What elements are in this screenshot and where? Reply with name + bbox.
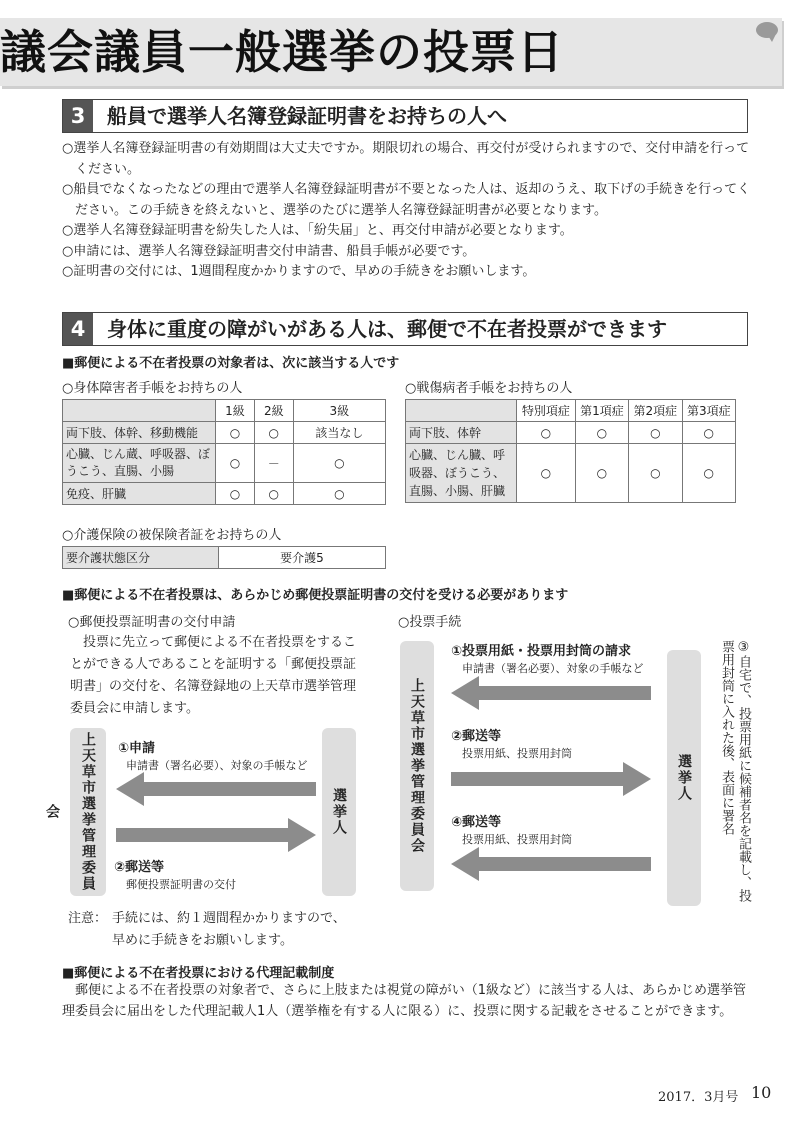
step-label: ①申請	[118, 741, 156, 756]
left-arrow-icon	[451, 676, 651, 710]
list-item: ○証明書の交付には、1週間程度かかりますので、早めの手続きをお願いします。	[62, 264, 536, 279]
subheading-proxy: ■郵便による不在者投票における代理記載制度	[62, 966, 335, 981]
table-row: 免疫、肝臓 ○ ○ ○	[63, 483, 386, 505]
table-header: 第1項症	[575, 400, 628, 422]
right-arrow-icon	[451, 762, 651, 796]
step3-text: ③自宅で、投票用紙に候補者名を記載し、投票用封筒に入れた後、表面に署名	[719, 640, 751, 902]
subheading-certificate: ■郵便による不在者投票は、あらかじめ郵便投票証明書の交付を受ける必要があります	[62, 588, 569, 603]
table-header: 特別項症	[517, 400, 576, 422]
committee-box: 上天草市選挙管理委員会	[70, 728, 106, 896]
table-header: 1級	[216, 400, 255, 422]
war-injury-table	[405, 399, 736, 503]
section-4-heading	[62, 312, 748, 346]
table1-caption: ○身体障害者手帳をお持ちの人	[62, 381, 243, 396]
list-item: ○選挙人名簿登録証明書を紛失した人は、「紛失届」と、再交付申請が必要となります。	[62, 223, 573, 238]
step-desc: 投票用紙、投票用封筒	[462, 833, 572, 846]
table-header	[406, 400, 517, 422]
table-header	[63, 400, 216, 422]
table-header: 3級	[293, 400, 385, 422]
table-header: 2級	[254, 400, 293, 422]
table-row: 要介護状態区分 要介護5	[63, 547, 386, 569]
table-row: 両下肢、体幹 ○ ○ ○ ○	[406, 422, 736, 444]
step-label: ①投票用紙・投票用封筒の請求	[451, 644, 632, 659]
disability-table	[62, 399, 386, 505]
right-caption: ○投票手続	[398, 615, 462, 630]
list-item: ○選挙人名簿登録証明書の有効期間は大丈夫ですか。期限切れの場合、再交付が受けられますので、交付申請を行ってください。	[62, 141, 750, 177]
table-header: 第3項症	[682, 400, 735, 422]
list-item: ○申請には、選挙人名簿登録証明書交付申請書、船員手帳が必要です。	[62, 243, 476, 259]
step-desc: 郵便投票証明書の交付	[126, 878, 236, 891]
left-caption: ○郵便投票証明書の交付申請	[68, 615, 236, 630]
section-3-list	[62, 139, 752, 283]
list-item: ○船員でなくなったなどの理由で選挙人名簿登録証明書が不要となった人は、返却のうえ、取下げの手続きを行ってください。この手続きを終えないと、選挙のたびに選挙人名簿登録証明書が必要となります。	[62, 182, 751, 218]
left-arrow-icon	[116, 772, 316, 806]
page-number: 10	[751, 1083, 772, 1102]
voter-box: 選挙人	[322, 728, 356, 896]
table-row: 心臓、じん臓、呼吸器、ぼうこう、直腸、小腸、肝臓 ○ ○ ○ ○	[406, 444, 736, 503]
table2-caption: ○戦傷病者手帳をお持ちの人	[405, 381, 573, 396]
section-3-heading	[62, 99, 748, 133]
note-label: 注意：	[68, 911, 108, 926]
subheading-eligible: ■郵便による不在者投票の対象者は、次に該当する人です	[62, 356, 400, 371]
table3-caption: ○介護保険の被保険者証をお持ちの人	[62, 528, 282, 543]
step-desc: 申請書（署名必要）、対象の手帳など	[462, 662, 644, 675]
committee-box: 上天草市選挙管理委員会	[400, 641, 434, 891]
section-number: 4	[63, 313, 93, 345]
note-line: 早めに手続きをお願いします。	[112, 933, 293, 948]
speech-bubble-icon	[756, 22, 778, 38]
proxy-body: 郵便による不在者投票の対象者で、さらに上肢または視覚の障がい（1級など）に該当する人は、あらかじめ選挙管理委員会に届出をした代理記載人1人（選挙権を有する人に限る）に、投票に関する記載をさせることができます。	[62, 983, 747, 1019]
table-row: 心臓、じん蔵、呼吸器、ぼうこう、直腸、小腸 ○ － ○	[63, 444, 386, 483]
section-number: 3	[63, 100, 93, 132]
left-body: 投票に先立って郵便による不在者投票をすることができる人であることを証明する「郵便投票証明書」の交付を、名簿登録地の上天草市選挙管理委員会に申請します。	[70, 635, 357, 716]
table-header: 第2項症	[629, 400, 682, 422]
step-desc: 申請書（署名必要）、対象の手帳など	[126, 759, 308, 772]
care-table	[62, 546, 386, 569]
right-arrow-icon	[116, 818, 316, 852]
page-title: 議会議員一般選挙の投票日	[0, 25, 564, 79]
note-line: 手続には、約１週間程かかりますので、	[112, 911, 346, 926]
step-label: ②郵送等	[451, 729, 502, 744]
step-label: ④郵送等	[451, 815, 502, 830]
issue-date: 2017．3月号	[658, 1090, 739, 1105]
left-arrow-icon	[451, 847, 651, 881]
section-title: 身体に重度の障がいがある人は、郵便で不在者投票ができます	[107, 317, 667, 341]
table-row: 両下肢、体幹、移動機能 ○ ○ 該当なし	[63, 422, 386, 444]
voter-box: 選挙人	[667, 650, 701, 906]
step-label: ②郵送等	[114, 860, 165, 875]
step-desc: 投票用紙、投票用封筒	[462, 747, 572, 760]
section-title: 船員で選挙人名簿登録証明書をお持ちの人へ	[107, 104, 507, 128]
